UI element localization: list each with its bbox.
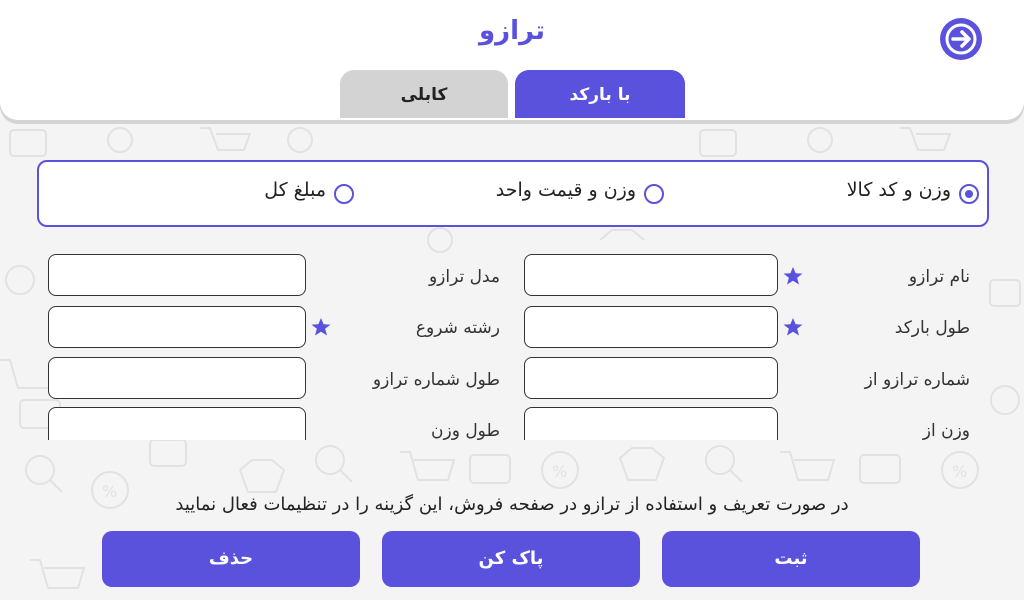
radio-label: وزن و قیمت واحد [495, 179, 636, 201]
svg-text:%: % [102, 482, 118, 501]
label-weight-from: وزن از [922, 421, 970, 440]
radio-weight-and-product-code[interactable] [829, 179, 979, 207]
radio-total-amount[interactable] [254, 179, 354, 207]
scale-form [0, 240, 1024, 440]
delete-button[interactable]: حذف [102, 531, 360, 587]
label-scale-model: مدل ترازو [428, 267, 500, 287]
label-scale-name: نام ترازو [908, 267, 970, 287]
label-scale-number-length: طول شماره ترازو [372, 370, 500, 390]
radio-weight-and-unit-price[interactable] [479, 179, 664, 207]
label-scale-number-from: شماره ترازو از [864, 370, 970, 390]
svg-text:%: % [952, 462, 968, 481]
start-string-input[interactable] [48, 306, 306, 348]
required-star-icon [783, 266, 803, 286]
radio-label: مبلغ کل [264, 179, 326, 201]
tab-barcode[interactable]: با بارکد [515, 70, 685, 118]
label-weight-length: طول وزن [431, 421, 500, 440]
scale-number-length-input[interactable] [48, 357, 306, 399]
label-barcode-length: طول بارکد [894, 318, 970, 338]
radio-unchecked-icon [644, 184, 664, 204]
scale-name-input[interactable] [524, 254, 778, 296]
radio-checked-icon [959, 184, 979, 204]
radio-unchecked-icon [334, 184, 354, 204]
tab-cable[interactable]: کابلی [340, 70, 508, 118]
scale-model-input[interactable] [48, 254, 306, 296]
required-star-icon [311, 317, 331, 337]
weight-length-input[interactable] [48, 407, 306, 440]
label-start-string: رشته شروع [415, 318, 500, 338]
back-button[interactable] [940, 18, 982, 60]
clear-button[interactable]: پاک کن [382, 531, 640, 587]
required-star-icon [783, 317, 803, 337]
weight-from-input[interactable] [524, 407, 778, 440]
arrow-right-icon [940, 18, 982, 60]
svg-text:%: % [552, 462, 568, 481]
radio-label: وزن و کد کالا [846, 179, 951, 201]
settings-hint-text: در صورت تعریف و استفاده از ترازو در صفحه فروش، این گزینه را در تنظیمات فعال نمایید [175, 494, 849, 515]
barcode-length-input[interactable] [524, 306, 778, 348]
save-button[interactable]: ثبت [662, 531, 920, 587]
barcode-mode-radio-group [37, 160, 989, 227]
scale-number-from-input[interactable] [524, 357, 778, 399]
app-header [0, 0, 1024, 120]
page-title: ترازو [479, 16, 545, 46]
